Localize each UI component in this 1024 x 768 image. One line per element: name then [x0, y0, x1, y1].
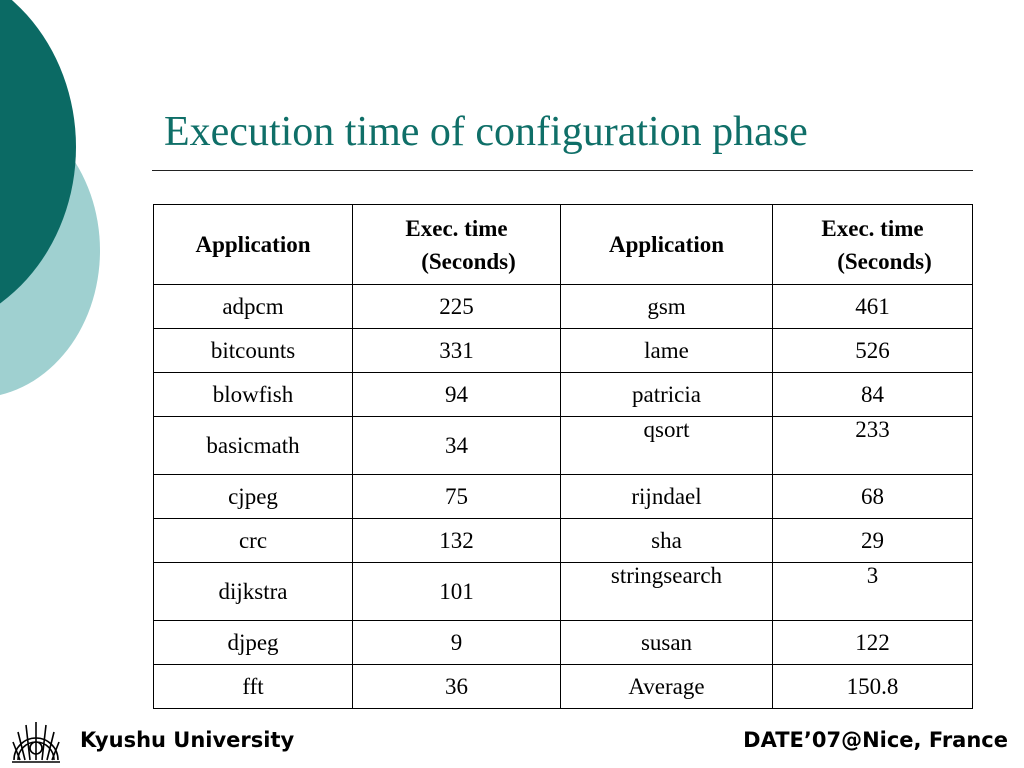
table-cell: 233 [773, 417, 973, 475]
header-application-1: Application [154, 205, 353, 285]
table-cell: djpeg [154, 621, 353, 665]
table-cell: 94 [353, 373, 561, 417]
table-cell: bitcounts [154, 329, 353, 373]
table-row [154, 519, 973, 563]
table-cell: 75 [353, 475, 561, 519]
table-cell: 84 [773, 373, 973, 417]
table-row [154, 417, 973, 475]
header-application-2: Application [561, 205, 773, 285]
table-cell: patricia [561, 373, 773, 417]
table-cell: Average [561, 665, 773, 709]
table-cell: 101 [353, 563, 561, 621]
table-cell: 225 [353, 285, 561, 329]
table-cell: cjpeg [154, 475, 353, 519]
table-cell: 331 [353, 329, 561, 373]
table-cell: adpcm [154, 285, 353, 329]
footer-conference: DATE’07@Nice, France [743, 728, 1008, 752]
table-cell: 36 [353, 665, 561, 709]
table-row [154, 621, 973, 665]
table-cell: qsort [561, 417, 773, 475]
table-cell: sha [561, 519, 773, 563]
table-cell: 29 [773, 519, 973, 563]
table-cell: 461 [773, 285, 973, 329]
table-header-row [154, 205, 973, 285]
table-cell: crc [154, 519, 353, 563]
table-cell: susan [561, 621, 773, 665]
table-cell: gsm [561, 285, 773, 329]
table-cell: blowfish [154, 373, 353, 417]
table-row [154, 285, 973, 329]
exec-time-table [153, 204, 973, 709]
table-row [154, 373, 973, 417]
title-divider [152, 170, 973, 171]
table-cell: 68 [773, 475, 973, 519]
header-exec-time-2: Exec. time (Seconds) [773, 205, 973, 285]
table-cell: 34 [353, 417, 561, 475]
table-cell: rijndael [561, 475, 773, 519]
university-crest-icon [8, 714, 64, 766]
table-row [154, 665, 973, 709]
table-cell: 150.8 [773, 665, 973, 709]
table-cell: 3 [773, 563, 973, 621]
header-exec-time-1: Exec. time (Seconds) [353, 205, 561, 285]
table-cell: basicmath [154, 417, 353, 475]
table-cell: fft [154, 665, 353, 709]
table-cell: 526 [773, 329, 973, 373]
table-cell: 132 [353, 519, 561, 563]
table-cell: lame [561, 329, 773, 373]
table-cell: stringsearch [561, 563, 773, 621]
table-cell: dijkstra [154, 563, 353, 621]
table-row [154, 563, 973, 621]
table-cell: 9 [353, 621, 561, 665]
footer-institution: Kyushu University [80, 728, 295, 752]
slide-title: Execution time of configuration phase [164, 109, 808, 155]
table-row [154, 475, 973, 519]
table-cell: 122 [773, 621, 973, 665]
table-row [154, 329, 973, 373]
